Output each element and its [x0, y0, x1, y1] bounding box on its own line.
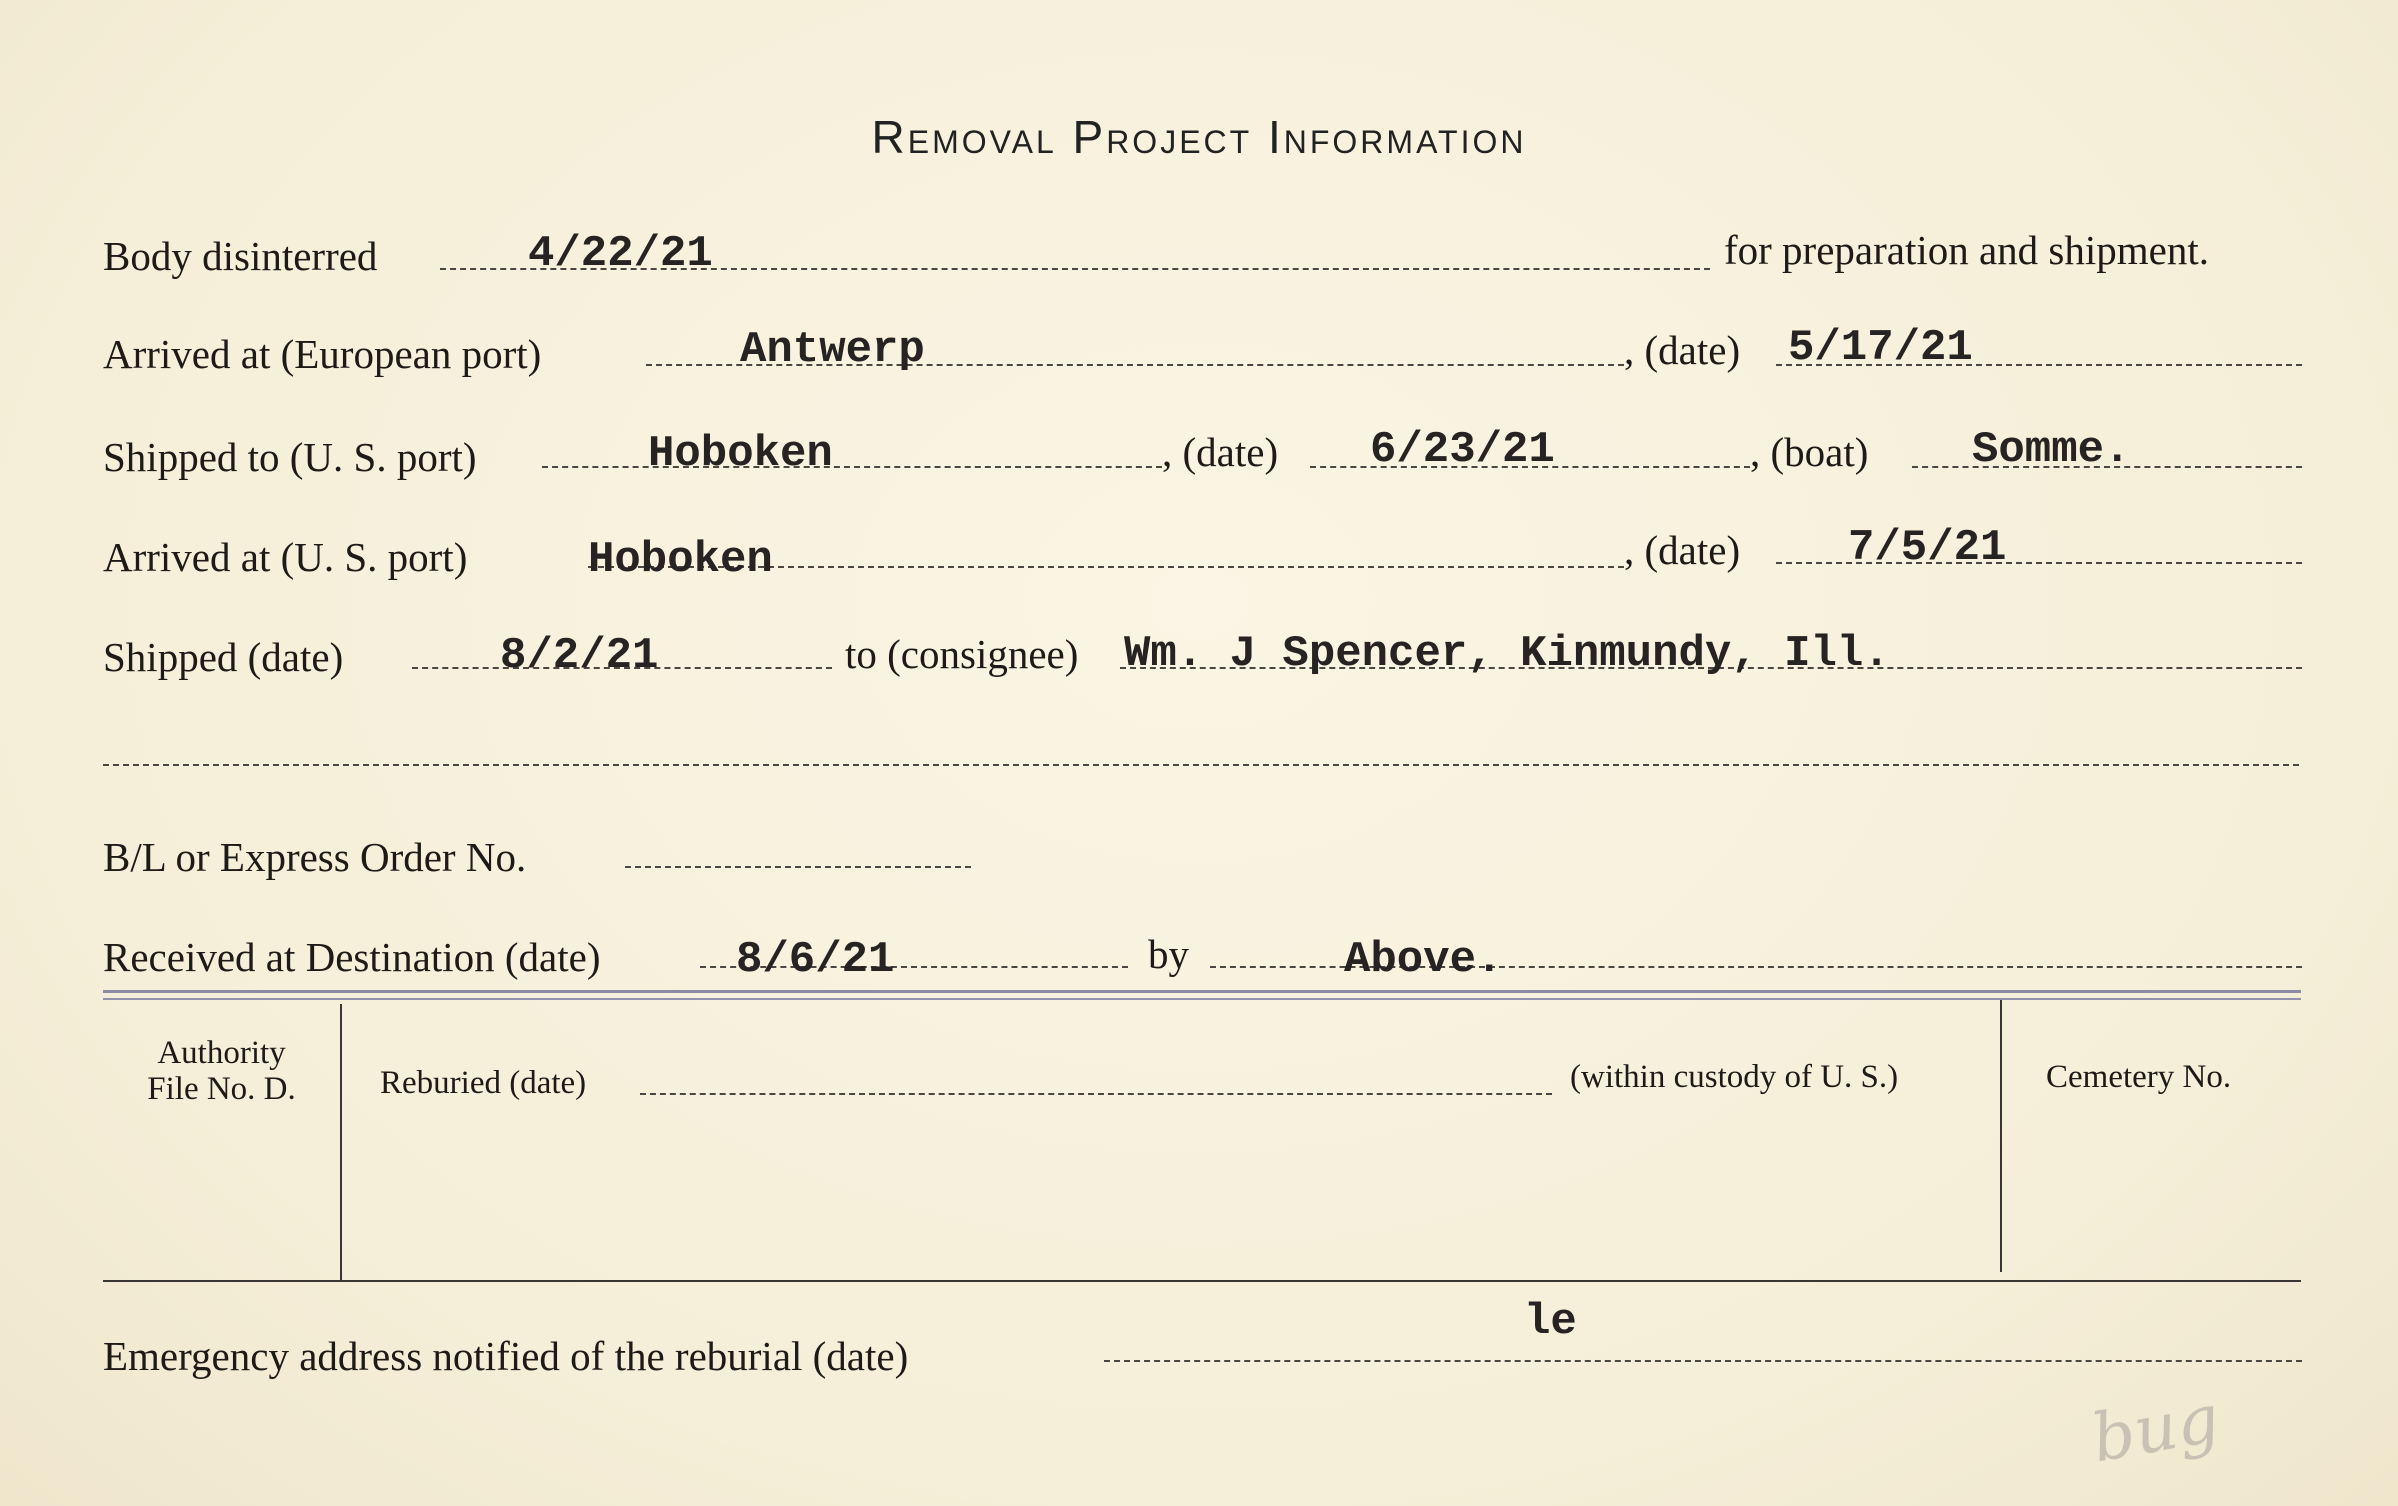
shipped-us-date-value: 6/23/21 — [1370, 425, 1555, 475]
emergency-label: Emergency address notified of the reburial (date) — [103, 1333, 909, 1379]
emergency-line — [1104, 1360, 2302, 1362]
received-by-value: Above. — [1344, 935, 1503, 985]
shipped-us-date-label: , (date) — [1162, 429, 1279, 475]
reburied-line — [640, 1093, 1552, 1095]
arrived-us-label: Arrived at (U. S. port) — [103, 534, 468, 580]
consignee-value: Wm. J Spencer, Kinmundy, Ill. — [1124, 629, 1890, 679]
arrived-european-date-label: , (date) — [1624, 327, 1741, 373]
received-date-value: 8/6/21 — [736, 935, 895, 985]
cemetery-no-label: Cemetery No. — [2046, 1059, 2232, 1095]
received-by-label: by — [1148, 931, 1189, 977]
arrived-us-date-value: 7/5/21 — [1848, 523, 2007, 573]
preparation-shipment-text: for preparation and shipment. — [1724, 227, 2210, 273]
reburied-label: Reburied (date) — [380, 1065, 587, 1101]
shipped-us-boat-label: , (boat) — [1750, 429, 1869, 475]
shipped-us-port-value: Hoboken — [648, 429, 833, 479]
emergency-code: le — [1524, 1297, 1577, 1347]
arrived-us-date-label: , (date) — [1624, 527, 1741, 573]
card-title: Removal Project Information — [871, 111, 1527, 163]
shipped-date-label: Shipped (date) — [103, 634, 344, 680]
box-bottom-rule — [103, 1280, 2301, 1282]
body-disinterred-label: Body disinterred — [103, 233, 378, 279]
shipped-us-boat-value: Somme. — [1972, 425, 2131, 475]
box-top-rule — [103, 990, 2301, 993]
blank-line — [103, 764, 2299, 766]
bl-order-label: B/L or Express Order No. — [103, 834, 527, 880]
consignee-label: to (consignee) — [845, 631, 1079, 677]
arrived-european-date-value: 5/17/21 — [1788, 323, 1973, 373]
shipped-us-label: Shipped to (U. S. port) — [103, 434, 477, 480]
authority-file-label — [103, 1036, 340, 1107]
box-divider-left — [340, 1004, 342, 1280]
box-top-rule-inner — [103, 998, 2301, 1000]
shipped-date-value: 8/2/21 — [500, 631, 659, 681]
pencil-mark: bug — [2086, 1379, 2225, 1478]
file-no-label: File No. D. — [147, 1070, 296, 1107]
custody-label: (within custody of U. S.) — [1570, 1059, 1899, 1095]
shipped-us-port-line — [542, 466, 1162, 468]
body-disinterred-value: 4/22/21 — [528, 229, 713, 279]
received-label: Received at Destination (date) — [103, 934, 601, 980]
authority-label: Authority — [157, 1035, 286, 1071]
box-divider-right — [2000, 1000, 2002, 1272]
bl-order-line — [625, 866, 971, 868]
arrived-us-port-value: Hoboken — [588, 535, 773, 585]
arrived-european-port-value: Antwerp — [740, 325, 925, 375]
arrived-european-label: Arrived at (European port) — [103, 331, 542, 377]
